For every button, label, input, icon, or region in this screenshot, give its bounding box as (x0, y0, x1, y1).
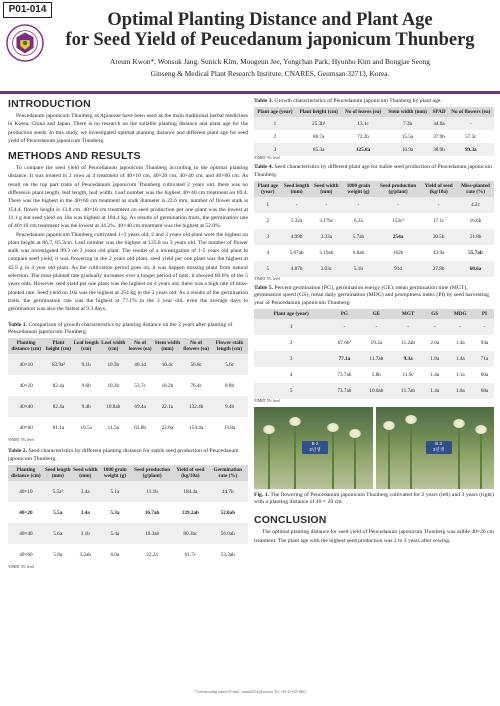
table5-header-row (254, 309, 494, 319)
photo-3-year-plants (376, 407, 495, 489)
figure1-label: Fig. 1. (254, 492, 270, 499)
table-row (254, 245, 494, 261)
figure1-photos (254, 407, 494, 489)
table-cell: - (424, 319, 446, 335)
table2-header-cell: Yield of seed (kg/10a) (173, 465, 207, 481)
table-cell: - (376, 197, 420, 213)
table-row (254, 319, 494, 335)
table4-header-cell: Yield of seed (kg/10a) (420, 181, 457, 197)
table-cell: 57.3c (465, 133, 477, 140)
intro-heading: INTRODUCTION (8, 98, 91, 110)
table-cell: 5.8a (53, 551, 63, 558)
table5-header-cell: Plant age (year) (254, 309, 328, 319)
methods-paragraph-2: Peucedanum japonicum Thunberg cultivated 1~3 years old, 2 and 3 years old plant were the highest on plant height at 86.7, 85.3cm. Leaf number was the highest at 125.8 on 3 years old. The number of flower stalk was investigated 99.3 on 3 years old plant. The results of a investigation of 1-5 years old plant to compare seed yield, it was flowering in the 2 years old plant, seed yield per one plant was the highest at 43.9 g in 4 year old plant. As the cultivation period goes on, it was happen missing plant from natural selection. The miss-planted rate gradually increases over a longer period of time, it showed 60.6% of the 5 years olds. However seed yield per one plant was the highest on 4 years old, there was a high rate of miss-planted rate. Seed yield on 10a was the highest at 254 kg in the 3 years old. As a results of the germination traits, the germination rate was the highest at 77.1% in the 3 year old, even the average days to germination was also the fastest at 9.3 days. (8, 231, 248, 313)
table-cell: 16.7ab (144, 509, 160, 516)
table-cell: 40×20 (19, 382, 33, 389)
table-cell: 4.99b (282, 229, 312, 245)
table5-body (254, 319, 494, 399)
table5-caption (254, 285, 494, 307)
table-cell: 56.0ab (208, 523, 248, 544)
table3-header-cell: Plant age (year) (254, 107, 296, 117)
table-cell: 80.3bc (173, 523, 207, 544)
table4-header-row (254, 181, 494, 197)
table5-label: Table 5. (254, 285, 274, 292)
table-cell: 1 (254, 197, 282, 213)
table-cell: 3.03c (312, 261, 341, 277)
table-cell: 5.32a (290, 218, 303, 225)
table4-caption (254, 164, 494, 178)
table-cell: 5.1b (341, 261, 376, 277)
table-cell: 82.4a (52, 382, 65, 389)
header-divider (0, 91, 500, 94)
table-cell: - (475, 319, 494, 335)
table4-label: Table 4. (254, 164, 274, 171)
table-cell: 10.5a (80, 424, 92, 431)
table-cell: - (392, 319, 424, 335)
table-cell: 53.3ab (220, 551, 235, 558)
table-cell: 82.4a (44, 396, 72, 417)
methods-heading: METHODS AND RESULTS (8, 150, 141, 163)
table-cell: 85.3a (296, 143, 342, 156)
table-cell: 1.4a (430, 371, 440, 378)
table-row (254, 143, 494, 156)
table-cell: 43.9a (432, 250, 445, 257)
table5 (254, 309, 494, 399)
table4-header-cell: 1000 grain weight (g) (341, 181, 376, 197)
table3-header-cell: No of flowers (ea) (448, 107, 494, 117)
table-cell: 67.6b² (337, 339, 351, 346)
table-cell: 61.7c (184, 551, 197, 558)
table-row (254, 213, 494, 229)
table-cell: 10.2b (107, 382, 120, 389)
table-cell: 5.1a (99, 481, 131, 502)
plot-sign-left: B 2 2년생 (302, 441, 328, 454)
table1 (8, 338, 248, 438)
table2-header-cell: Seed length (mm) (44, 465, 72, 481)
plant-stalk (332, 425, 334, 489)
table-row (254, 383, 494, 399)
table-cell: 5.07ab (289, 250, 304, 257)
table-row (8, 502, 248, 523)
photo-2-year-plants (254, 407, 373, 489)
table-cell: - (446, 319, 475, 335)
table-cell: 2 (273, 133, 277, 140)
table2-label: Table 2. (8, 448, 28, 455)
table-cell: 154.4a (189, 424, 204, 431)
table-cell: 2 (266, 218, 270, 225)
intro-text: Peucedanum japonicum Thunberg as Apiaceae have been used as the main traditional herbal medicines in Korea, China and Japan. There is no research on the suitable planting distance and plant age for the production seeds. In this study, we investigated optimal planting distance and different plant age for seed yield of Peucedanum japonicum Thunberg. (8, 113, 248, 144)
table-row (8, 396, 248, 417)
table-cell: 71a (475, 351, 494, 367)
table-cell: 76.4c (190, 382, 202, 389)
table4-body (254, 197, 494, 277)
table-cell: 5.4a (99, 523, 131, 544)
table-cell: 44.7b (208, 481, 248, 502)
table1-body (8, 354, 248, 438)
plant-stalk (388, 423, 390, 489)
table-cell: 3.33a (312, 229, 341, 245)
table-cell: 3.2ab (79, 551, 91, 558)
figure1-caption (254, 492, 494, 506)
plant-stalk (268, 429, 270, 489)
table-cell: 16.6b (469, 218, 482, 225)
table1-header-cell: Leaf width (cm) (100, 338, 127, 354)
table-cell: 3.19ab (319, 250, 334, 257)
table-cell: 1.4a (455, 339, 465, 346)
university-seal-logo (6, 24, 44, 62)
table5-note: ²DMRT 5% level (254, 399, 281, 404)
table-cell: 9.3a (392, 351, 424, 367)
table-cell: 5.8b (371, 371, 381, 378)
table-cell: 4.2c (457, 197, 494, 213)
table-cell: 21.8b (457, 229, 494, 245)
table-cell: 9.4b (211, 396, 248, 417)
table-cell: 22.1a (154, 396, 182, 417)
table-cell: 9.1b (73, 354, 100, 375)
table-cell: 4 (289, 371, 293, 378)
plant-stalk (410, 417, 412, 489)
table-cell: 52.0ab (220, 509, 236, 516)
title-line-2: for Seed Yield of Peucedanum japonicum Thunberg (65, 30, 475, 50)
table-cell: 40×60 (19, 551, 33, 558)
plant-stalk (458, 421, 460, 489)
table-cell: 81.1a (52, 424, 65, 431)
table-cell: 13.8a (223, 424, 236, 431)
table-cell: 5 (254, 261, 282, 277)
table-cell: 10.8ab (100, 396, 127, 417)
table4-header-cell: Miss-planted rate (%) (457, 181, 494, 197)
figure1-caption-text: The flowering of Peucedanum japonicum Thunberg cultivated for 2 years (left) and 3 years (right) with a planting distance of 40 × 20 cm. (254, 492, 494, 506)
table-cell: 5.5a (53, 509, 63, 516)
table-cell: 1 (254, 319, 328, 335)
table-cell: 3.1b (72, 523, 99, 544)
affiliation: Ginseng & Medical Plant Research Institute, CNARES, Geumsan 32713, Korea. (150, 69, 390, 78)
flower-umbel (263, 425, 275, 434)
table2-header-cell: Seed width (mm) (72, 465, 99, 481)
table1-header-cell: Planting distance (cm) (8, 338, 44, 354)
table-cell: 55.7ab (468, 250, 483, 257)
table-cell: 11.7ab (360, 351, 392, 367)
table-cell: 99.3a (448, 143, 494, 156)
table-cell: 1.8a (424, 351, 446, 367)
table-cell: 139.2ab (181, 509, 199, 516)
table-cell: 40×40 (8, 396, 44, 417)
table-cell: 3.17bc (319, 218, 334, 225)
table3-caption-text: Growth characteristics of Peucedanum japonicum Thunberg by plant age. (274, 98, 442, 104)
table-cell: 46.1d (127, 354, 154, 375)
table2-header-cell: Seed production (g/plant) (131, 465, 173, 481)
table-cell: 11.5a (107, 424, 119, 431)
table-cell: 9.4b (73, 396, 100, 417)
table3 (254, 107, 494, 156)
table-cell: 40×10 (8, 481, 44, 502)
table-row (254, 367, 494, 383)
table-cell: 16.9a (385, 143, 431, 156)
table3-body (254, 117, 494, 156)
table-cell: 3.4a (72, 481, 99, 502)
table-cell: 73.7ab (337, 371, 352, 378)
table2-header-cell: Germination rate (%) (208, 465, 248, 481)
table-cell: 162b (392, 250, 404, 257)
table4 (254, 181, 494, 277)
table-row (254, 197, 494, 213)
table-cell: 73.7ab (328, 383, 360, 399)
table2-header-cell: Planting distance (cm) (8, 465, 44, 481)
table-cell: 2.0a (430, 339, 440, 346)
table-cell: 3 (254, 229, 282, 245)
table-row (254, 351, 494, 367)
table-cell: 1.4a (424, 383, 446, 399)
table-row (8, 375, 248, 396)
flower-umbel (453, 419, 465, 428)
table5-header-cell: GS (424, 309, 446, 319)
table3-header-cell: SPAD (430, 107, 447, 117)
table-cell: 11.2ab (401, 339, 416, 346)
table-cell: 4 (266, 250, 270, 257)
table2-note: ²DMRT 5% level (8, 565, 35, 570)
table-cell: 25.3b² (296, 117, 342, 130)
table-cell: 86.7a (313, 133, 325, 140)
table-cell: 10.0ab (360, 383, 392, 399)
table-cell: 17.1c (432, 218, 445, 225)
table-cell: 22.6a (161, 424, 174, 431)
table-cell: 3 (254, 143, 296, 156)
table-cell: 38.9b (430, 143, 447, 156)
table2-header-row (8, 465, 248, 481)
table-cell: - (420, 197, 457, 213)
table3-label: Table 3. (254, 98, 274, 104)
table5-header-cell: PI (475, 309, 494, 319)
table3-header-cell: Stem width (mm) (385, 107, 431, 117)
table-cell: 37.9b (433, 133, 445, 140)
table-row (254, 335, 494, 351)
table-cell: 6.8ab (352, 250, 365, 257)
table-row (8, 354, 248, 375)
table-cell: 2 (289, 339, 293, 346)
table-row (254, 117, 494, 130)
table-cell: 13.1c (342, 117, 385, 130)
table-cell: 18.2b (161, 382, 174, 389)
table-cell: 53.7c (134, 382, 146, 389)
table-cell: 11.9c (402, 371, 414, 378)
table-cell: 27.8b (420, 261, 457, 277)
table-row (254, 229, 494, 245)
table-cell: 40×20 (19, 509, 33, 516)
table-cell: 5.3a (110, 509, 120, 516)
table-cell: 77.1a (328, 351, 360, 367)
table-cell: 19.3ab (131, 523, 173, 544)
table3-caption (254, 98, 494, 105)
table-cell: 6.2a (354, 218, 363, 225)
table-row (254, 261, 494, 277)
table4-header-cell: Seed length (mm) (282, 181, 312, 197)
table-cell: - (328, 319, 360, 335)
table-cell: 30.5b (420, 229, 457, 245)
table-cell: 62.8b (134, 424, 146, 431)
table-cell: 40×10 (8, 354, 44, 375)
poster-id: P01-014 (3, 2, 52, 18)
table1-header-cell: Stem width (mm) (154, 338, 182, 354)
table-cell: 1.1a (455, 371, 465, 378)
table-cell: 10.3b (100, 354, 127, 375)
conclusion-text: The optimal planting distance for seed yield of Peucedanum japonicum Thunberg was arible 40×20 cm treatment. The plant age with the highest seed production was 2 to 3 years after sowing. (254, 529, 494, 544)
flower-umbel (289, 417, 301, 426)
table-cell: - (341, 197, 376, 213)
table-cell: 5 (254, 383, 328, 399)
flower-umbel (383, 421, 395, 430)
table-cell: 15.5a (401, 133, 414, 140)
table1-caption (8, 322, 248, 336)
table5-header-cell: MDG (446, 309, 475, 319)
table3-note: ²DMRT 5% level (254, 156, 281, 161)
table2-header-cell: 1000 grain weight (g) (99, 465, 131, 481)
conclusion-heading: CONCLUSION (254, 514, 327, 527)
table5-caption-text: Percent germination (PG), germination energy (GE), mean germination time (MGT), germination speed (GS), mean daily germination (MDG) and promptness index (PI) by seed harvesting year of Peucedanum japonicum Thunberg. (254, 285, 490, 306)
table1-header-cell: Plant height (cm) (44, 338, 72, 354)
table-cell: 132.4b (181, 396, 211, 417)
table-cell: 6.0a (110, 551, 120, 558)
author-list: Areum Kwon*, Wonsuk Jang, Sunick Kim, Moogeun Jee, Yongchan Park, Hyunho Kim and Bongjae Seong (110, 57, 430, 66)
table-cell: 7.3b (385, 117, 431, 130)
table-cell: 60.6a (457, 261, 494, 277)
table1-caption-text: Comparison of growth characteristics by planting distance on the 2 years after planting of Peucedanum japonicum Thunberg. (8, 321, 233, 335)
table4-note: ²DMRT 5% level (254, 277, 281, 282)
table-cell: 40×60 (19, 424, 33, 431)
table-cell: 5.5a² (44, 481, 72, 502)
table4-header-cell: Seed width (mm) (312, 181, 341, 197)
table-cell: 44.8a (430, 117, 447, 130)
table5-header-cell: PG (328, 309, 360, 319)
table-cell: 153c² (392, 218, 404, 225)
table-cell: 1.0a (446, 383, 475, 399)
table1-header-cell: Flower stalk length (cm) (211, 338, 248, 354)
table1-header-cell: Leaf length (cm) (73, 338, 100, 354)
table3-header-cell: Plant height (cm) (296, 107, 342, 117)
flower-umbel (327, 423, 339, 432)
table-cell: 3 (254, 351, 328, 367)
table-cell: 184.4a (173, 481, 207, 502)
table1-header-row (8, 338, 248, 354)
table1-header-cell: No of leaves (ea) (127, 338, 154, 354)
table-cell: - (448, 117, 494, 130)
table2 (8, 465, 248, 565)
plant-stalk (294, 419, 296, 489)
table-cell: 1 (254, 117, 296, 130)
table-cell: - (282, 197, 312, 213)
left-column (8, 98, 248, 569)
table-cell: 94a (480, 339, 489, 346)
table-row (8, 523, 248, 544)
table-cell: 5.7ab (341, 229, 376, 245)
table-row (254, 130, 494, 143)
corresponding-author-footnote: *Corresponding author) E-mail : areum0214@korea.kr Tel: +82-41-635-6462 (194, 690, 306, 694)
table-cell: 60a (480, 371, 489, 378)
table-cell: 72.2b (357, 133, 369, 140)
flower-umbel (405, 415, 417, 424)
table-cell: 9.6b (81, 382, 91, 389)
table2-caption-text: Seed characteristics by different planting distance for stable seed production of Peucedanum japonicum Thunberg. (8, 448, 239, 462)
table-row (8, 481, 248, 502)
poster-title (55, 10, 485, 50)
table2-body (8, 481, 248, 565)
table3-header-cell: No of leaves (ea) (342, 107, 385, 117)
table-cell: 5.6a (44, 523, 72, 544)
table-row (8, 417, 248, 438)
table-cell: 91d (376, 261, 420, 277)
table-cell: 125.8a (342, 143, 385, 156)
author-block (60, 56, 480, 80)
table-cell: 40×40 (8, 523, 44, 544)
table-cell: 3.4a (80, 509, 90, 516)
table3-header-row (254, 107, 494, 117)
flower-umbel (475, 425, 487, 434)
table2-caption (8, 448, 248, 462)
table-cell: 1.4a (446, 351, 475, 367)
table-cell: 69.4a (127, 396, 154, 417)
table-cell: 19.2a (370, 339, 383, 346)
table-row (8, 544, 248, 565)
table4-caption-text: Seed characteristics by different plant age for stable seed production of Peucedanum japonicum Thunberg. (254, 164, 493, 178)
table-cell: 56.8c (181, 354, 211, 375)
right-column (254, 98, 494, 545)
table-cell: 5.6c (211, 354, 248, 375)
table1-header-cell: No of flowers (ea) (181, 338, 211, 354)
table-cell: 4.87b (282, 261, 312, 277)
table-cell: 11.7ab (392, 383, 424, 399)
title-line-1: Optimal Planting Distance and Plant Age (107, 10, 433, 30)
table1-note: ²DMRT 5% level (8, 438, 35, 443)
table1-label: Table 1. (8, 321, 28, 328)
plant-stalk (480, 427, 482, 489)
table4-header-cell: Seed production (g/plant) (376, 181, 420, 197)
table-cell: 8.8b (224, 382, 235, 389)
table-cell: 68a (475, 383, 494, 399)
methods-paragraph-1: To compare the seed yield of Peucedanum japonicum Thunberg according to the optimal planting distance. It was treated in 2 rows at 4 treatment of 40×10 cm, 40×20 cm, 40×40 cm, and 40×60 cm. As result on the top part traits of Peucedanum japonicum Thunberg cultivated 2 years old, there was no difference plant length, leaf length, leaf width. Leaf number was the highest 40×40 cm treatment on 69.4. There was the highest in the 40×60 cm treatment as stalk diameter is 22.6 mm, number of flower stalk is 154.4, flower height is 13.8 cm. 40×10 cm treatment on seed production per one plant was the lowest at 11.1 g but seed yield on 10a was highest at 184.4 kg. As results of germination traits, the germination rate of 40×10 cm treatment was the lowest at 44.2%. 40×40 cm treatment was the highest at 52.0%. (8, 165, 248, 230)
plot-sign-right: B 3 3년생 (426, 441, 452, 454)
table-cell: 83.9a² (44, 354, 72, 375)
table-cell: - (360, 319, 392, 335)
table-cell: 11.1b (131, 481, 173, 502)
table5-header-cell: MGT (392, 309, 424, 319)
table-cell: - (312, 197, 341, 213)
table4-header-cell: Plant age (year) (254, 181, 282, 197)
flower-umbel (349, 429, 361, 438)
plant-stalk (354, 431, 356, 489)
table-cell: 16.4c (154, 354, 182, 375)
table-cell: 22.2a (146, 551, 158, 558)
table5-header-cell: GE (360, 309, 392, 319)
table-cell: 254a (376, 229, 420, 245)
